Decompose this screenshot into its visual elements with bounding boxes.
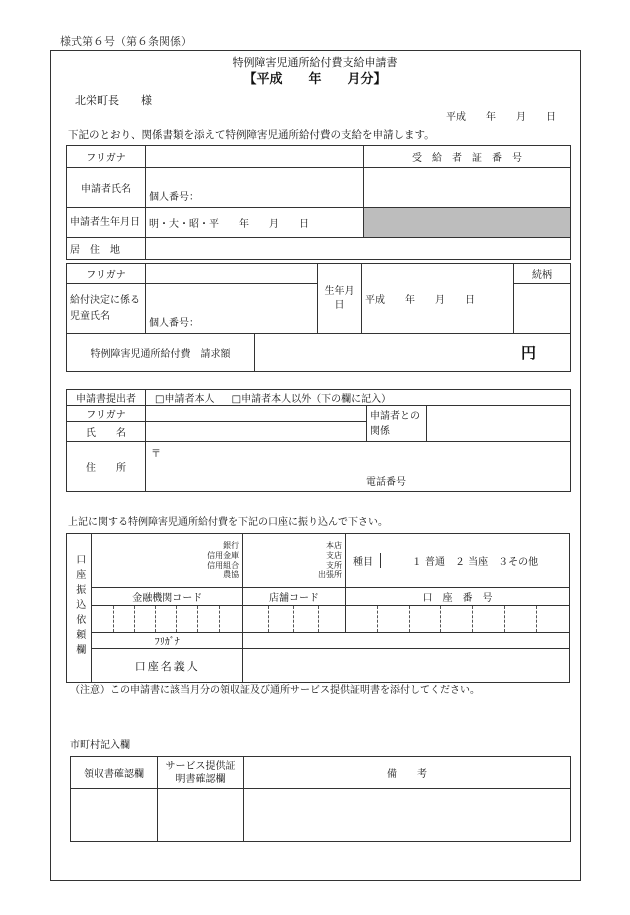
branch-type-2: 支所 xyxy=(325,560,342,570)
note-text: （注意）この申請書に該当月分の領収証及び通所サービス提供証明書を添付してください。 xyxy=(70,685,480,696)
submitter-name-field[interactable] xyxy=(146,422,367,442)
branch-code-label: 店舗コード xyxy=(243,588,346,606)
form-number: 様式第６号（第６条関係） xyxy=(60,35,192,48)
holder-furigana-field[interactable] xyxy=(243,633,570,649)
applicant-furigana-label: フリガナ xyxy=(67,146,146,168)
yen-unit: 円 xyxy=(520,344,536,362)
claim-table xyxy=(66,333,571,372)
relation-label: 続柄 xyxy=(514,264,571,284)
phone-label: 電話番号 xyxy=(366,477,406,488)
applicant-birth-field[interactable]: 明・大・昭・平 年 月 日 xyxy=(146,208,364,238)
submitter-address-label: 住 所 xyxy=(67,442,146,492)
child-furigana-label: フリガナ xyxy=(67,264,146,284)
relation-field[interactable] xyxy=(514,284,571,334)
submitter-name-label: 氏 名 xyxy=(67,422,146,442)
option-other[interactable]: □申請者本人以外（下の欄に記入） xyxy=(231,394,392,405)
bank-name-field[interactable] xyxy=(92,534,243,588)
applicant-name-label: 申請者氏名 xyxy=(67,168,146,208)
submitter-options xyxy=(146,390,571,406)
claim-label: 特例障害児通所給付費 請求額 xyxy=(67,334,255,372)
bank-type-0: 銀行 xyxy=(223,541,240,551)
submitter-relation-label: 申請者との関係 xyxy=(367,406,427,442)
municipal-label: 市町村記入欄 xyxy=(70,740,130,751)
account-type-label: 種目 xyxy=(346,553,381,568)
branch-type-3: 出張所 xyxy=(317,570,342,580)
submitter-address-field[interactable] xyxy=(146,442,571,492)
addressee: 北栄町長 様 xyxy=(75,94,152,107)
applicant-birth-label: 申請者生年月日 xyxy=(67,208,146,238)
child-furigana-field[interactable] xyxy=(146,264,318,284)
child-birth-field[interactable]: 平成 年 月 日 xyxy=(362,264,514,334)
submitter-table xyxy=(66,389,571,492)
date-line: 平成 年 月 日 xyxy=(446,112,556,123)
gray-cell xyxy=(364,208,571,238)
option-self[interactable]: □申請者本人 xyxy=(155,394,215,405)
branch-name-field[interactable] xyxy=(243,534,346,588)
recipient-number-field[interactable] xyxy=(364,168,571,208)
intro-text: 下記のとおり、関係書類を添えて特例障害児通所給付費の支給を申請します。 xyxy=(68,129,435,141)
applicant-address-label: 居 住 地 xyxy=(67,238,146,260)
submitter-furigana-label: フリガナ xyxy=(67,406,146,422)
service-cert-check-field[interactable] xyxy=(158,789,244,842)
account-number-label: 口 座 番 号 xyxy=(345,588,569,606)
postal-mark: 〒 xyxy=(151,449,161,460)
child-name-label: 給付決定に係る児童氏名 xyxy=(67,284,146,334)
form-subtitle: 【平成 年 月分】 xyxy=(243,72,387,87)
applicant-furigana-field[interactable] xyxy=(146,146,364,168)
holder-label: 口座名義人 xyxy=(92,649,243,683)
remarks-field[interactable] xyxy=(244,789,571,842)
holder-field[interactable] xyxy=(243,649,570,683)
bank-type-1: 信用金庫 xyxy=(207,550,240,560)
account-type-cell xyxy=(345,534,569,588)
claim-amount-field[interactable] xyxy=(255,334,571,372)
applicant-table xyxy=(66,145,571,260)
bank-side-label: 口座振込依頼欄 xyxy=(67,534,92,683)
applicant-personal-number-label: 個人番号： xyxy=(149,192,199,203)
submitter-label: 申請書提出者 xyxy=(67,390,146,406)
applicant-name-field[interactable] xyxy=(146,168,364,208)
child-personal-number-label: 個人番号： xyxy=(149,318,199,329)
branch-type-0: 本店 xyxy=(325,541,342,551)
remarks-label: 備 考 xyxy=(244,757,571,789)
bank-type-2: 信用組合 xyxy=(207,560,240,570)
bank-intro: 上記に関する特例障害児通所給付費を下記の口座に振り込んで下さい。 xyxy=(68,517,388,528)
child-table xyxy=(66,263,571,334)
receipt-check-label: 領収書確認欄 xyxy=(71,757,158,789)
holder-furigana-label: ﾌﾘｶﾞﾅ xyxy=(92,633,243,649)
service-cert-check-label: サービス提供証明書確認欄 xyxy=(158,757,244,789)
form-title: 特例障害児通所給付費支給申請書 xyxy=(232,56,398,69)
applicant-address-field[interactable] xyxy=(146,238,571,260)
submitter-relation-field[interactable] xyxy=(427,406,571,442)
recipient-number-label: 受 給 者 証 番 号 xyxy=(364,146,571,168)
bank-table xyxy=(66,533,570,683)
account-type-options[interactable]: １ 普通 ２ 当座 ３その他 xyxy=(411,557,539,568)
bank-type-3: 農協 xyxy=(223,570,240,580)
branch-type-1: 支店 xyxy=(325,550,342,560)
receipt-check-field[interactable] xyxy=(71,789,158,842)
child-birth-label: 生年月日 xyxy=(318,264,362,334)
child-name-field[interactable] xyxy=(146,284,318,334)
bank-code-label: 金融機関コード xyxy=(92,588,243,606)
submitter-furigana-field[interactable] xyxy=(146,406,367,422)
municipal-table xyxy=(70,756,571,842)
